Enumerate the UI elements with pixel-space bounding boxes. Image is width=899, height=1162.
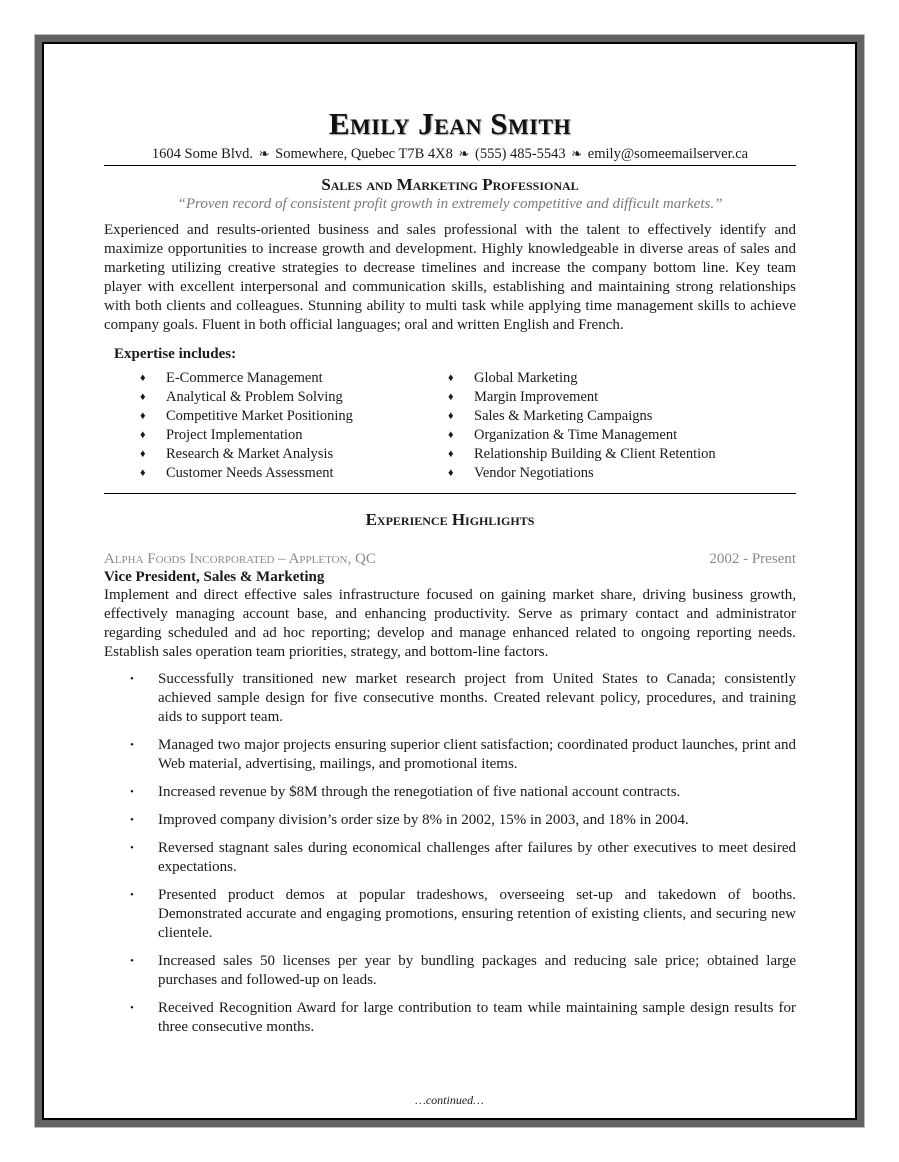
round-bullet-icon: • xyxy=(130,842,134,854)
expertise-label: Expertise includes: xyxy=(114,346,237,362)
resume-page xyxy=(104,104,796,1046)
diamond-bullet-icon: ♦ xyxy=(448,429,454,441)
round-bullet-icon: • xyxy=(130,739,134,751)
diamond-bullet-icon: ♦ xyxy=(448,448,454,460)
diamond-bullet-icon: ♦ xyxy=(140,372,146,384)
achievement-item: • Received Recognition Award for large contribution to team while maintaining sample design results for three consecutive months. xyxy=(130,1000,796,1035)
diamond-bullet-icon: ♦ xyxy=(140,410,146,422)
expertise-item: ♦ Customer Needs Assessment xyxy=(140,465,334,481)
fleuron-separator-icon: ❧ xyxy=(571,146,583,161)
achievement-item: • Managed two major projects ensuring superior client satisfaction; coordinated product launches, print and Web material, advertising, mailings, and promotional items. xyxy=(130,737,796,772)
achievement-item: • Reversed stagnant sales during economical challenges after failures by other executives to meet desired expectations. xyxy=(130,840,796,875)
job-entry xyxy=(104,550,796,1037)
expertise-column-right xyxy=(448,369,716,483)
achievements-list xyxy=(104,670,796,1037)
profile-tagline: “Proven record of consistent profit growth in extremely competitive and difficult markets.” xyxy=(177,196,723,212)
contact-city: Somewhere, Quebec T7B 4X8 xyxy=(275,146,453,162)
contact-line xyxy=(104,144,796,166)
round-bullet-icon: • xyxy=(130,673,134,685)
round-bullet-icon: • xyxy=(130,955,134,967)
round-bullet-icon: • xyxy=(130,786,134,798)
contact-phone: (555) 485-5543 xyxy=(475,146,566,162)
job-dates: 2002 - Present xyxy=(709,551,796,567)
diamond-bullet-icon: ♦ xyxy=(448,372,454,384)
job-company: Alpha Foods Incorporated – Appleton, QC xyxy=(104,551,376,567)
expertise-item: ♦ Relationship Building & Client Retention xyxy=(448,446,716,462)
diamond-bullet-icon: ♦ xyxy=(448,467,454,479)
expertise-item: ♦ Sales & Marketing Campaigns xyxy=(448,408,653,424)
diamond-bullet-icon: ♦ xyxy=(140,467,146,479)
profile-summary: Experienced and results-oriented business and sales professional with the talent to effectively identify and maximize opportunities to increase growth and development. Highly knowledgeable in diverse areas of sales and marketing utilizing creative strategies to decrease timelines and increase the company bottom line. Key team player with excellent interpersonal and communication skills, establishing and maintaining strong relationships with both clients and colleagues. Stunning ability to multi task while applying time management skills to achieve company goals. Fluent in both official languages; oral and written English and French. xyxy=(104,222,796,333)
achievement-item: • Successfully transitioned new market research project from United States to Canada; consistently achieved sample design for five consecutive months. Created relevant policy, procedures, and training aids to support team. xyxy=(130,671,796,725)
round-bullet-icon: • xyxy=(130,1002,134,1014)
contact-address: 1604 Some Blvd. xyxy=(151,146,253,162)
job-title: Vice President, Sales & Marketing xyxy=(104,569,325,585)
expertise-item: ♦ Global Marketing xyxy=(448,370,578,386)
contact-email: emily@someemailserver.ca xyxy=(587,146,749,162)
expertise-list xyxy=(104,369,796,483)
diamond-bullet-icon: ♦ xyxy=(448,391,454,403)
expertise-column-left xyxy=(104,369,448,483)
continued-note: …continued… xyxy=(415,1093,484,1107)
job-header xyxy=(104,550,796,568)
expertise-item: ♦ Project Implementation xyxy=(140,427,303,443)
diamond-bullet-icon: ♦ xyxy=(140,391,146,403)
round-bullet-icon: • xyxy=(130,814,134,826)
profile-headline: Sales and Marketing Professional xyxy=(321,175,579,194)
job-description: Implement and direct effective sales infrastructure focused on gaining market share, driving business growth, effectively managing account base, and enhancing productivity. Serve as primary contact and administrator regarding scheduled and ad hoc reporting; develop and manage enhanced related to ongoing reporting needs. Establish sales operation team priorities, strategy, and bottom-line factors. xyxy=(104,587,796,660)
section-divider xyxy=(104,493,796,494)
experience-section-title: Experience Highlights xyxy=(365,510,535,529)
expertise-item: ♦ Organization & Time Management xyxy=(448,427,678,443)
expertise-item: ♦ E-Commerce Management xyxy=(140,370,323,386)
candidate-name: Emily Jean Smith xyxy=(328,106,572,141)
achievement-item: • Presented product demos at popular tradeshows, overseeing set-up and takedown of booths. Demonstrated accurate and engaging promotions, ensuring retention of existing clients, and securing new clientele. xyxy=(130,887,796,941)
diamond-bullet-icon: ♦ xyxy=(140,429,146,441)
diamond-bullet-icon: ♦ xyxy=(140,448,146,460)
diamond-bullet-icon: ♦ xyxy=(448,410,454,422)
achievement-item: • Increased revenue by $8M through the renegotiation of five national account contracts. xyxy=(130,784,681,800)
expertise-item: ♦ Research & Market Analysis xyxy=(140,446,334,462)
fleuron-separator-icon: ❧ xyxy=(458,146,470,161)
achievement-item: • Improved company division’s order size by 8% in 2002, 15% in 2003, and 18% in 2004. xyxy=(130,812,689,828)
expertise-item: ♦ Competitive Market Positioning xyxy=(140,408,353,424)
round-bullet-icon: • xyxy=(130,889,134,901)
expertise-item: ♦ Vendor Negotiations xyxy=(448,465,594,481)
fleuron-separator-icon: ❧ xyxy=(258,146,270,161)
expertise-item: ♦ Margin Improvement xyxy=(448,389,599,405)
achievement-item: • Increased sales 50 licenses per year by bundling packages and reducing sale price; obtained large purchases and followed-up on leads. xyxy=(130,953,796,988)
expertise-item: ♦ Analytical & Problem Solving xyxy=(140,389,343,405)
